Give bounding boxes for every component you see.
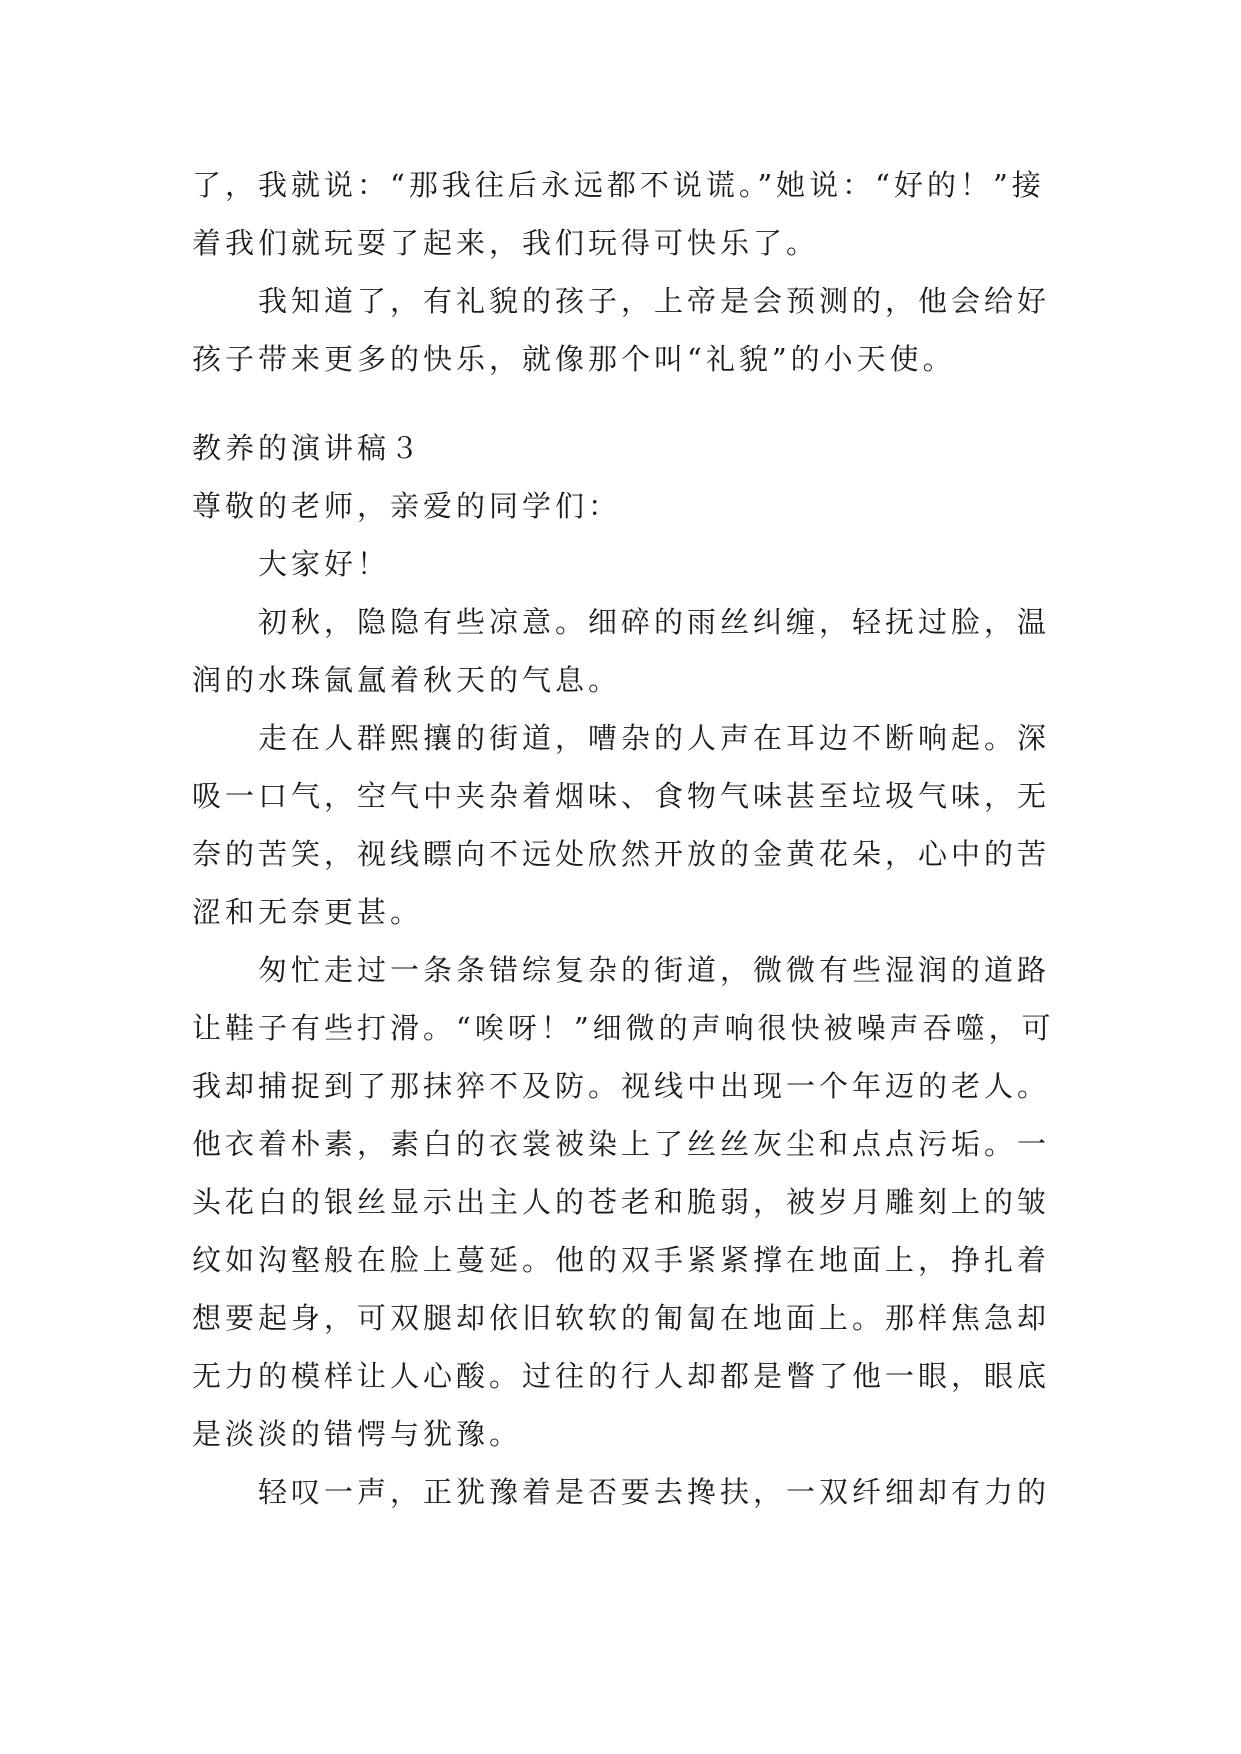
document-body <box>192 156 1072 1521</box>
paragraph-hesitation: 轻叹一声，正犹豫着是否要去搀扶，一双纤细却有力的 <box>258 1475 1051 1509</box>
paragraph-street: 走在人群熙攘的街道，嘈杂的人声在耳边不断响起。深吸一口气，空气中夹杂着烟味、食物气味甚至垃圾气味，无奈的苦笑，视线瞟向不远处欣然开放的金黄花朵，心中的苦涩和无奈更甚。 <box>192 721 1051 929</box>
paragraph-old-man: 匆忙走过一条条错综复杂的街道，微微有些湿润的道路让鞋子有些打滑。“唉呀！”细微的声响很快被噪声吞噬，可我却捕捉到了那抹猝不及防。视线中出现一个年迈的老人。他衣着朴素，素白的衣裳被染上了丝丝灰尘和点点污垢。一头花白的银丝显示出主人的苍老和脆弱，被岁月雕刻上的皱纹如沟壑般在脸上蔓延。他的双手紧紧撑在地面上，挣扎着想要起身，可双腿却依旧软软的匍匐在地面上。那样焦急却无力的模样让人心酸。过往的行人却都是瞥了他一眼，眼底是淡淡的错愕与犹豫。 <box>192 953 1055 1451</box>
greeting: 大家好！ <box>258 547 391 581</box>
paragraph-continuation: 了，我就说：“那我往后永远都不说谎。”她说：“好的！”接着我们就玩耍了起来，我们玩得可快乐了。 <box>192 168 1045 260</box>
salutation: 尊敬的老师，亲爱的同学们： <box>192 489 622 523</box>
section-title: 教养的演讲稿３ <box>192 431 424 465</box>
paragraph-autumn: 初秋，隐隐有些凉意。细碎的雨丝纠缠，轻抚过脸，温润的水珠氤氲着秋天的气息。 <box>192 605 1051 697</box>
paragraph-conclusion: 我知道了，有礼貌的孩子，上帝是会预测的，他会给好孩子带来更多的快乐，就像那个叫“礼貌”的小天使。 <box>192 284 1051 376</box>
